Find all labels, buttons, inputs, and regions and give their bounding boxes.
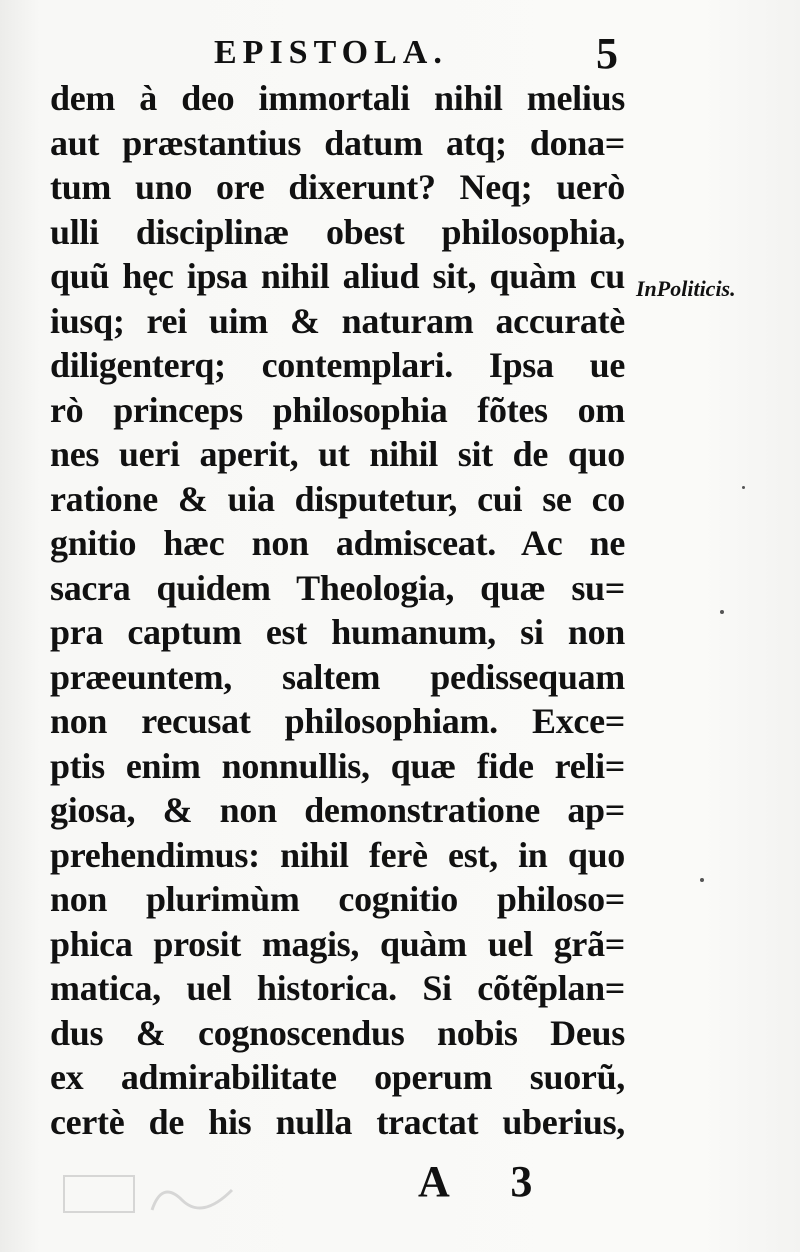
text-line: aut præstantius datum atq; dona= — [50, 122, 625, 163]
text-line: quũ hęc ipsa nihil aliud sit, quàm cu — [50, 256, 625, 296]
text-line: ex admirabilitate operum suorũ, — [50, 1057, 625, 1097]
paper-speck — [700, 878, 704, 882]
text-line: phica prosit magis, quàm uel grã= — [50, 923, 625, 964]
page-number: 5 — [596, 29, 618, 78]
bleed-through-stamp-icon — [62, 1170, 242, 1220]
running-head: EPISTOLA. — [214, 34, 448, 71]
text-line: giosa, & non demonstratione ap= — [50, 790, 625, 830]
body-text — [50, 76, 630, 1144]
text-line: non recusat philosophiam. Exce= — [50, 701, 625, 741]
text-line: ratione & uia disputetur, cui se co — [50, 478, 625, 519]
text-line: iusq; rei uim & naturam accuratè — [50, 300, 625, 341]
text-line: ulli disciplinæ obest philosophia, — [50, 211, 625, 252]
marginal-note: InPoliticis. — [636, 276, 736, 301]
signature-mark: A 3 — [418, 1157, 559, 1206]
text-line: sacra quidem Theologia, quæ su= — [50, 567, 625, 608]
text-line: rò princeps philosophia fõtes om — [50, 389, 625, 430]
text-line: tum uno ore dixerunt? Neq; uerò — [50, 167, 625, 207]
paper-speck — [720, 610, 724, 614]
text-line: gnitio hæc non admisceat. Ac ne — [50, 523, 625, 563]
text-line: nes ueri aperit, ut nihil sit de quo — [50, 434, 625, 474]
text-line: non plurimùm cognitio philoso= — [50, 879, 625, 919]
text-line: dem à deo immortali nihil melius — [50, 78, 625, 118]
text-line: diligenterq; contemplari. Ipsa ue — [50, 345, 625, 385]
text-line: prehendimus: nihil ferè est, in quo — [50, 834, 625, 875]
page-header — [0, 28, 800, 78]
text-line: ptis enim nonnullis, quæ fide reli= — [50, 745, 625, 786]
text-line: præeuntem, saltem pedissequam — [50, 656, 625, 697]
text-line: matica, uel historica. Si cõtẽplan= — [50, 968, 625, 1008]
text-line: certè de his nulla tractat uberius, — [50, 1101, 625, 1142]
text-line: dus & cognoscendus nobis Deus — [50, 1012, 625, 1053]
paper-speck — [742, 486, 745, 489]
text-line: pra captum est humanum, si non — [50, 612, 625, 652]
